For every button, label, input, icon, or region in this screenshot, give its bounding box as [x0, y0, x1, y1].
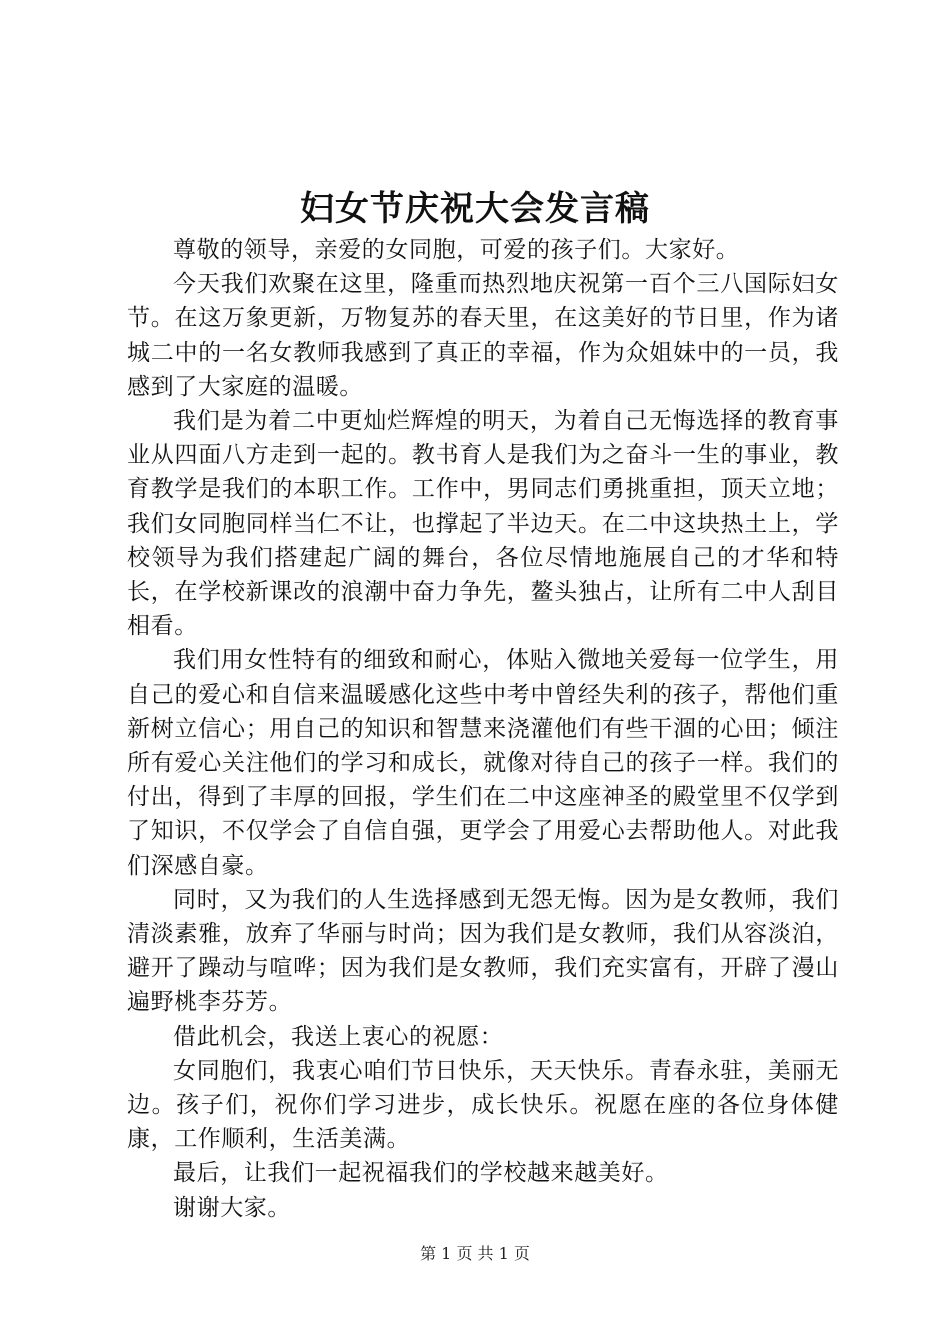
paragraph-students: 我们用女性特有的细致和耐心，体贴入微地关爱每一位学生，用自己的爱心和自信来温暖感化这些中考中曾经失利的孩子，帮他们重新树立信心；用自己的知识和智慧来浇灌他们有些干涸的心田；倾注所有爱心关注他们的学习和成长，就像对待自己的孩子一样。我们的付出，得到了丰厚的回报，学生们在二中这座神圣的殿堂里不仅学到了知识，不仅学会了自信自强，更学会了用爱心去帮助他人。对此我们深感自豪。 [127, 647, 839, 879]
paragraph-opening: 今天我们欢聚在这里，隆重而热烈地庆祝第一百个三八国际妇女节。在这万象更新，万物复苏的春天里，在这美好的节日里，作为诸城二中的一名女教师我感到了真正的幸福，作为众姐妹中的一员，我感到了大家庭的温暖。 [127, 271, 839, 400]
paragraph-wishes-intro: 借此机会，我送上衷心的祝愿： [173, 1023, 504, 1050]
page-number-footer: 第 1 页 共 1 页 [420, 1244, 530, 1263]
paragraph-closing: 最后，让我们一起祝福我们的学校越来越美好。 [173, 1160, 669, 1187]
paragraph-career: 我们是为着二中更灿烂辉煌的明天，为着自己无悔选择的教育事业从四面八方走到一起的。教书育人是我们为之奋斗一生的事业，教育教学是我们的本职工作。工作中，男同志们勇挑重担，顶天立地；我们女同胞同样当仁不让，也撑起了半边天。在二中这块热土上，学校领导为我们搭建起广阔的舞台，各位尽情地施展自己的才华和特长，在学校新课改的浪潮中奋力争先，鳌头独占，让所有二中人刮目相看。 [127, 408, 839, 640]
paragraph-choice: 同时，又为我们的人生选择感到无怨无悔。因为是女教师，我们清淡素雅，放弃了华丽与时尚；因为我们是女教师，我们从容淡泊，避开了躁动与喧哗；因为我们是女教师，我们充实富有，开辟了漫山遍野桃李芬芳。 [127, 886, 839, 1016]
document-body [127, 233, 839, 1225]
paragraph-thanks: 谢谢大家。 [173, 1194, 291, 1221]
paragraph-greeting: 尊敬的领导，亲爱的女同胞，可爱的孩子们。大家好。 [173, 237, 740, 263]
paragraph-wishes: 女同胞们，我衷心咱们节日快乐，天天快乐。青春永驻，美丽无边。孩子们，祝你们学习进步，成长快乐。祝愿在座的各位身体健康，工作顺利，生活美满。 [127, 1057, 839, 1153]
document-title: 妇女节庆祝大会发言稿 [300, 189, 650, 229]
